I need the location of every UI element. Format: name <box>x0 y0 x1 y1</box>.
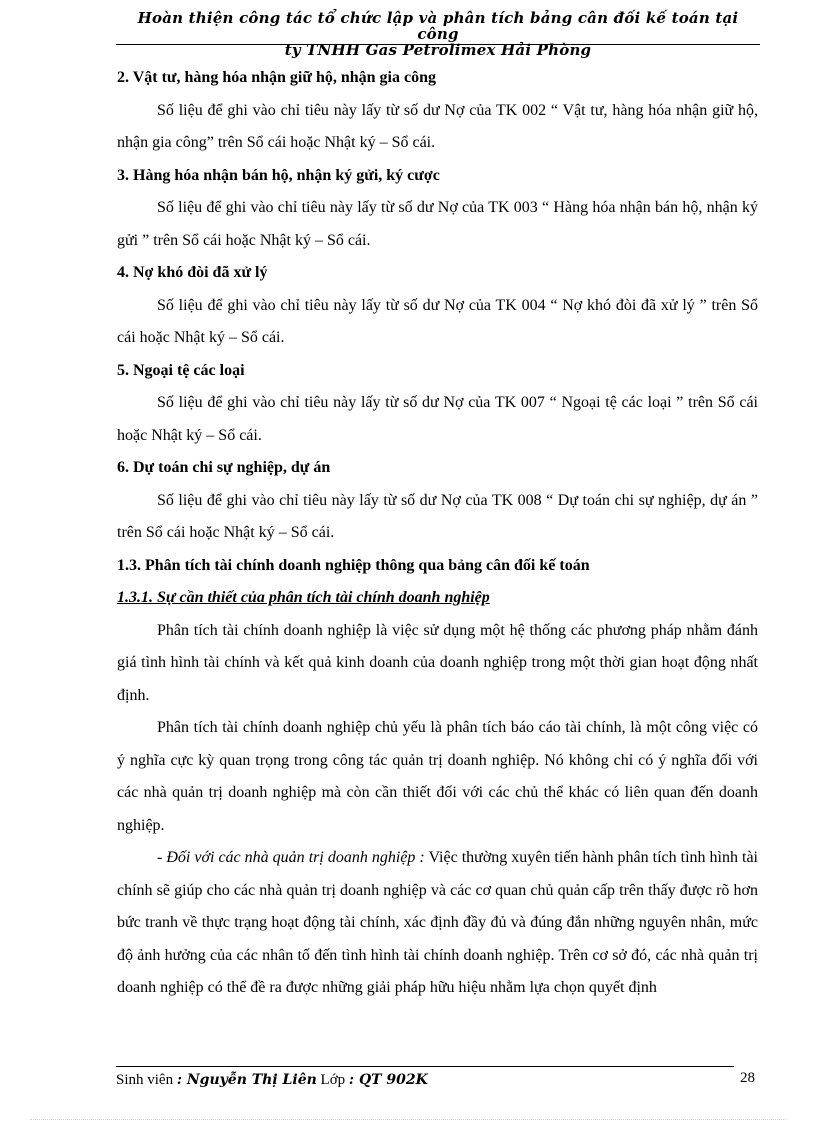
paragraph: Số liệu để ghi vào chỉ tiêu này lấy từ số dư Nợ của TK 007 “ Ngoại tệ các loại ” trên Sổ cái hoặc Nhật ký – Sổ cái. <box>117 394 758 444</box>
paragraph: Phân tích tài chính doanh nghiệp là việc sử dụng một hệ thống các phương pháp nhằm đánh giá tình hình tài chính và kết quả kinh doanh của doanh nghiệp trong một thời gian hoạt động nhất định. <box>117 621 758 704</box>
page-header <box>116 10 760 58</box>
page-edge <box>30 1119 786 1120</box>
paragraph: Số liệu để ghi vào chỉ tiêu này lấy từ số dư Nợ của TK 008 “ Dự toán chi sự nghiệp, dự án ” trên Sổ cái hoặc Nhật ký – Sổ cái. <box>117 491 758 541</box>
chapter-heading: 1.3. Phân tích tài chính doanh nghiệp thông qua bảng cân đối kế toán <box>117 556 590 574</box>
page-number: 28 <box>740 1070 755 1086</box>
subsection-heading: 1.3.1. Sự cần thiết của phân tích tài chính doanh nghiệp <box>117 589 490 606</box>
paragraph: Số liệu để ghi vào chỉ tiêu này lấy từ số dư Nợ của TK 004 “ Nợ khó đòi đã xử lý ” trên Sổ cái hoặc Nhật ký – Sổ cái. <box>117 296 758 346</box>
paragraph: Số liệu để ghi vào chỉ tiêu này lấy từ số dư Nợ của TK 002 “ Vật tư, hàng hóa nhận giữ hộ, nhận gia công” trên Sổ cái hoặc Nhật ký – Sổ cái. <box>117 101 758 151</box>
student-name: : Nguyễn Thị Liên <box>176 1072 317 1088</box>
header-divider <box>116 44 760 45</box>
document-body <box>117 62 758 1005</box>
page-footer <box>116 1071 428 1089</box>
emphasis-lead: - Đối với các nhà quản trị doanh nghiệp : <box>157 849 425 866</box>
header-title-line-1: Hoàn thiện công tác tổ chức lập và phân tích bảng cân đối kế toán tại công <box>137 9 739 43</box>
section-heading: 3. Hàng hóa nhận bán hộ, nhận ký gửi, ký cược <box>117 166 440 184</box>
paragraph-body: Việc thường xuyên tiến hành phân tích tình hình tài chính sẽ giúp cho các nhà quản trị doanh nghiệp và các cơ quan chủ quản cấp trên thấy được rõ hơn bức tranh về thực trạng hoạt động tài chính, xác định đầy đủ và đúng đắn những nguyên nhân, mức độ ảnh hưởng của các nhân tố đến tình hình tài chính doanh nghiệp. Trên cơ sở đó, các nhà quản trị doanh nghiệp có thể đề ra được những giải pháp hữu hiệu nhằm lựa chọn quyết định <box>117 849 759 996</box>
paragraph: Phân tích tài chính doanh nghiệp chủ yếu là phân tích báo cáo tài chính, là một công việc có ý nghĩa cực kỳ quan trọng trong công tác quản trị doanh nghiệp. Nó không chỉ có ý nghĩa đối với các nhà quản trị doanh nghiệp mà còn cần thiết đối với các chủ thể khác có liên quan đến doanh nghiệp. <box>117 719 758 834</box>
footer-divider <box>116 1066 734 1067</box>
class-name: : QT 902K <box>348 1072 428 1088</box>
section-heading: 6. Dự toán chi sự nghiệp, dự án <box>117 459 331 476</box>
student-label: Sinh viên <box>116 1072 174 1088</box>
section-heading: 5. Ngoại tệ các loại <box>117 361 245 379</box>
paragraph <box>117 842 758 1005</box>
section-heading: 4. Nợ khó đòi đã xử lý <box>117 264 268 281</box>
class-label: Lớp <box>320 1072 346 1088</box>
header-title-line-2: ty TNHH Gas Petrolimex Hải Phòng <box>284 41 592 59</box>
section-heading: 2. Vật tư, hàng hóa nhận giữ hộ, nhận gia công <box>117 69 436 86</box>
paragraph: Số liệu để ghi vào chỉ tiêu này lấy từ số dư Nợ của TK 003 “ Hàng hóa nhận bán hộ, nhận ký gửi ” trên Sổ cái hoặc Nhật ký – Sổ cái. <box>117 199 758 249</box>
